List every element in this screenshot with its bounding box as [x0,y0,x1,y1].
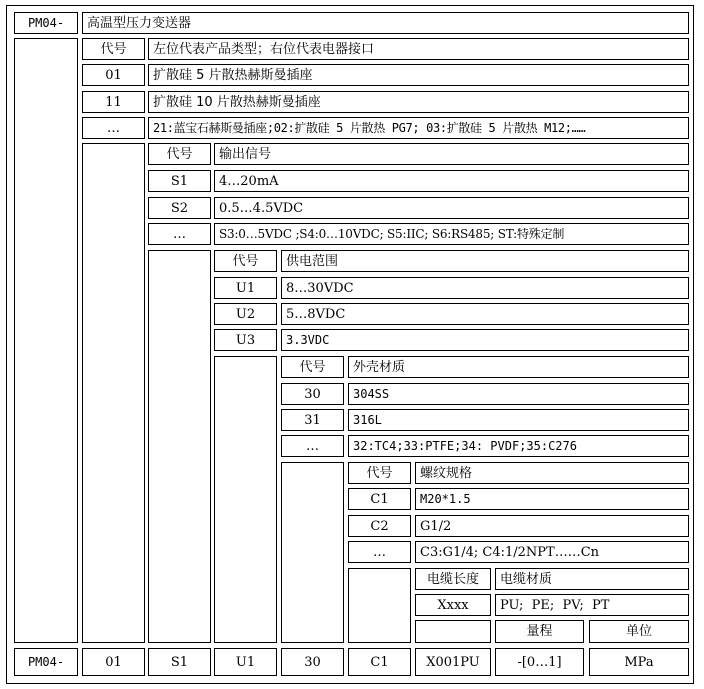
housing-code-31: 31 [281,409,344,431]
series-column-blank [14,38,78,643]
structure-column-blank [82,143,145,643]
structure-code-01: 01 [82,64,145,86]
power-desc-u3: 3.3VDC [281,329,689,351]
housing-desc-31: 316L [348,409,689,431]
range-label: 量程 [495,620,584,643]
example-range: -[0…1] [495,648,584,676]
example-unit: MPa [589,648,689,676]
thread-desc-c2: G1/2 [415,515,689,537]
housing-code-more: … [281,435,344,457]
structure-code-header: 代号 [82,38,145,60]
output-desc-s2: 0.5…4.5VDC [214,197,689,219]
output-code-s1: S1 [148,170,211,192]
series-code: PM04- [14,12,78,34]
thread-code-header: 代号 [348,462,411,484]
housing-code-header: 代号 [281,356,344,378]
thread-code-more: … [348,541,411,563]
housing-desc-header: 外壳材质 [348,356,689,378]
structure-code-more: … [82,117,145,139]
example-thread: C1 [348,648,411,676]
unit-label: 单位 [589,620,689,643]
output-code-s2: S2 [148,197,211,219]
structure-desc-more: 21:蓝宝石赫斯曼插座;02:扩散硅 5 片散热 PG7; 03:扩散硅 5 片散热 M12;…… [148,117,689,139]
housing-column-blank [281,462,344,643]
power-column-blank [214,356,277,643]
structure-code-11: 11 [82,91,145,113]
power-code-header: 代号 [214,250,277,272]
output-code-header: 代号 [148,143,211,165]
cable-length-value: Xxxx [415,594,491,616]
thread-code-c2: C2 [348,515,411,537]
structure-desc-01: 扩散硅 5 片散热赫斯曼插座 [148,64,689,86]
cable-blank-cell [415,620,491,643]
housing-code-30: 30 [281,383,344,405]
power-desc-header: 供电范围 [281,250,689,272]
output-desc-more: S3:0…5VDC ;S4:0…10VDC; S5:IIC; S6:RS485; ST:特殊定制 [214,223,689,245]
thread-column-blank [348,568,411,643]
housing-desc-30: 304SS [348,383,689,405]
product-name: 高温型压力变送器 [82,12,689,34]
thread-desc-more: C3:G1/4; C4:1/2NPT……Cn [415,541,689,563]
output-desc-header: 输出信号 [214,143,689,165]
thread-code-c1: C1 [348,488,411,510]
example-structure: 01 [82,648,145,676]
structure-desc-11: 扩散硅 10 片散热赫斯曼插座 [148,91,689,113]
power-desc-u2: 5…8VDC [281,303,689,325]
example-housing: 30 [281,648,344,676]
thread-desc-header: 螺纹规格 [415,462,689,484]
output-column-blank [148,250,211,643]
output-code-more: … [148,223,211,245]
power-code-u1: U1 [214,277,277,299]
structure-desc-header: 左位代表产品类型；右位代表电器接口 [148,38,689,60]
power-desc-u1: 8…30VDC [281,277,689,299]
example-output: S1 [148,648,211,676]
example-series: PM04- [14,648,78,676]
cable-material-value: PU; PE; PV; PT [495,594,689,616]
output-desc-s1: 4…20mA [214,170,689,192]
power-code-u2: U2 [214,303,277,325]
cable-material-label: 电缆材质 [495,568,689,590]
cable-length-label: 电缆长度 [415,568,491,590]
power-code-u3: U3 [214,329,277,351]
housing-desc-more: 32:TC4;33:PTFE;34: PVDF;35:C276 [348,435,689,457]
example-power: U1 [214,648,277,676]
example-cable: X001PU [415,648,491,676]
thread-desc-c1: M20*1.5 [415,488,689,510]
